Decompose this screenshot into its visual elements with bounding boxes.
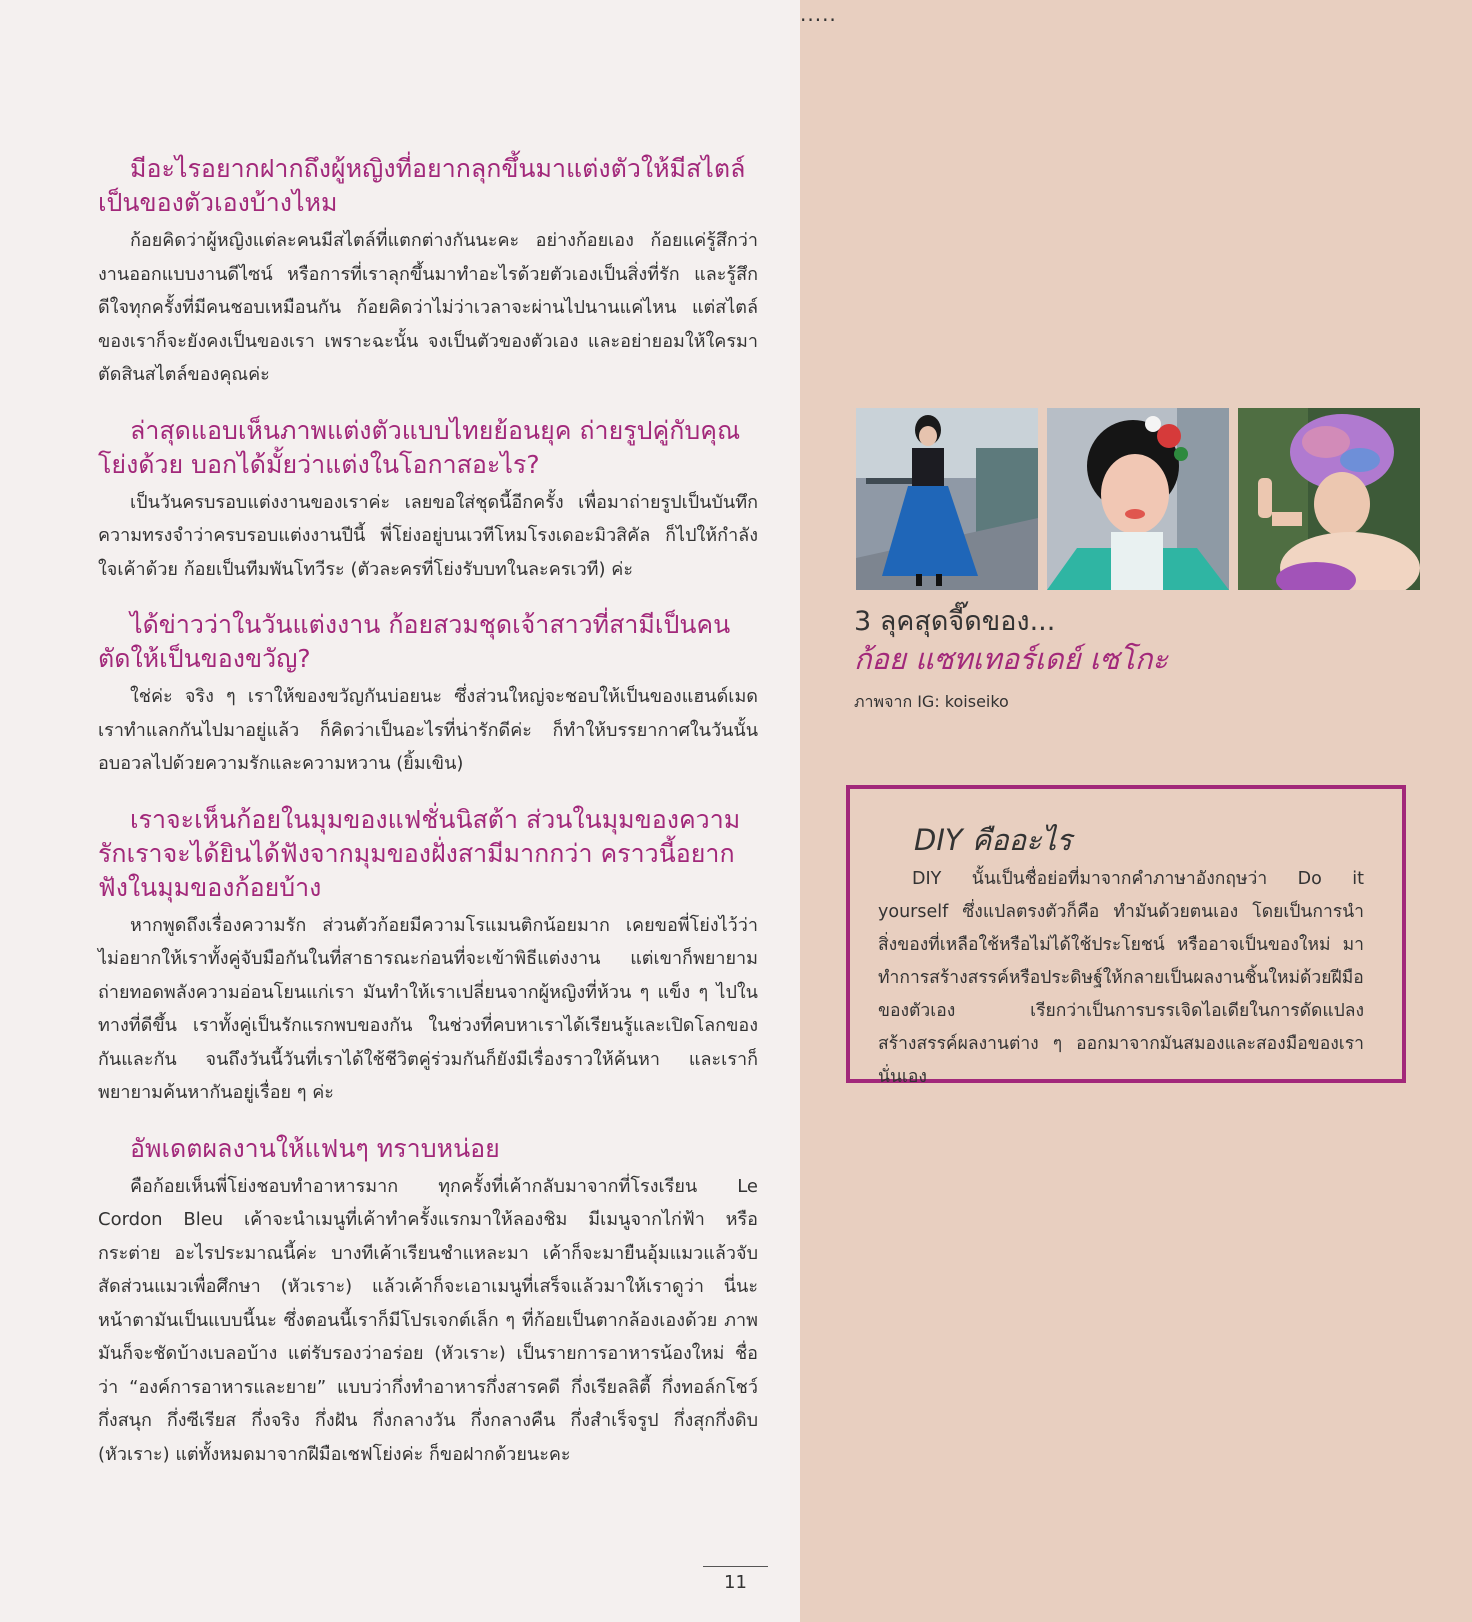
ellipsis-ornament: .....	[800, 2, 837, 26]
interview-question: เราจะเห็นก้อยในมุมของแฟชั่นนิสต้า ส่วนในมุมของความรักเราจะได้ยินได้ฟังจากมุมของฝั่งสามีมากกว่า คราวนี้อยากฟังในมุมของก้อยบ้าง	[98, 804, 741, 902]
page-number: 11	[724, 1572, 747, 1593]
footer-divider	[703, 1566, 768, 1567]
interview-answer: หากพูดถึงเรื่องความรัก ส่วนตัวก้อยมีความโรแมนติกน้อยมาก เคยขอพี่โย่งไว้ว่าไม่อยากให้เราทั้งคู่จับมือกันในที่สาธารณะก่อนที่จะเข้าพิธีแต่งงาน แต่เขาก็พยายามถ่ายทอดพลังความอ่อนโยนแก่เรา มันทำให้เราเปลี่ยนจากผู้หญิงที่ห้วน ๆ แข็ง ๆ ไปในทางที่ดีขึ้น เราทั้งคู่เป็นรักแรกพบของกัน ในช่วงที่คบหาเราได้เรียนรู้และเปิดโลกของกันและกัน จนถึงวันนี้วันที่เราได้ใช้ชีวิตคู่ร่วมกันก็ยังมีเรื่องราวให้ค้นหา และเราก็พยายามค้นหากันอยู่เรื่อย ๆ ค่ะ	[98, 914, 758, 1103]
photo-credit: ภาพจาก IG: koiseiko	[854, 692, 1009, 711]
diy-info-box	[846, 785, 1406, 1087]
photo-blue-skirt-image	[856, 408, 1038, 590]
photo-blue-skirt	[856, 408, 1038, 590]
interview-answer: ก้อยคิดว่าผู้หญิงแต่ละคนมีสไตล์ที่แตกต่างกันนะคะ อย่างก้อยเอง ก้อยแค่รู้สึกว่างานออกแบบงานดีไซน์ หรือการที่เราลุกขึ้นมาทำอะไรด้วยตัวเองเป็นสิ่งที่รัก และรู้สึกดีใจทุกครั้งที่มีคนชอบเหมือนกัน ก้อยคิดว่าไม่ว่าเวลาจะผ่านไปนานแค่ไหน แต่สไตล์ของเราก็จะยังคงเป็นของเรา เพราะฉะนั้น จงเป็นตัวของตัวเอง และอย่ายอมให้ใครมาตัดสินสไตล์ของคุณค่ะ	[98, 230, 758, 385]
diy-title: DIY คืออะไร	[914, 823, 1072, 857]
interview-section	[98, 1132, 758, 1472]
interview-answer: ใช่ค่ะ จริง ๆ เราให้ของขวัญกันบ่อยนะ ซึ่งส่วนใหญ่จะชอบให้เป็นของแฮนด์เมด เราทำแลกกันไปมาอยู่แล้ว ก็คิดว่าเป็นอะไรที่น่ารักดีค่ะ ก็ทำให้บรรยากาศในวันนั้นอบอวลไปด้วยความรักและความหวาน (ยิ้มเขิน)	[98, 686, 758, 774]
photo-floral-headpiece-image	[1047, 408, 1229, 590]
photo-turban	[1238, 408, 1420, 590]
interview-question: ล่าสุดแอบเห็นภาพแต่งตัวแบบไทยย้อนยุค ถ่ายรูปคู่กับคุณโย่งด้วย บอกได้มั้ยว่าแต่งในโอกาสอะไร?	[98, 415, 741, 479]
photo-strip	[856, 408, 1422, 590]
interview-answer: คือก้อยเห็นพี่โย่งชอบทำอาหารมาก ทุกครั้งที่เค้ากลับมาจากที่โรงเรียน Le Cordon Bleu เค้าจะนำเมนูที่เค้าทำครั้งแรกมาให้ลองชิม มีเมนูจากไก่ฟ้า หรือกระต่าย อะไรประมาณนี้ค่ะ บางทีเค้าเรียนชำแหละมา เค้าก็จะมายืนอุ้มแมวแล้วจับสัดส่วนแมวเพื่อศึกษา (หัวเราะ) แล้วเค้าก็จะเอาเมนูที่เสร็จแล้วมาให้เราดูว่า นี่นะหน้าตามันเป็นแบบนี้นะ ซึ่งตอนนี้เราก็มีโปรเจกต์เล็ก ๆ ที่ก้อยเป็นตากล้องเองด้วย ภาพมันก็จะชัดบ้างเบลอบ้าง แต่รับรองว่าอร่อย (หัวเราะ) เป็นรายการอาหารน้องใหม่ ชื่อว่า “องค์การอาหารและยาย” แบบว่ากึ่งทำอาหารกึ่งสารคดี กึ่งเรียลลิตี้ กึ่งทอล์กโชว์ กึ่งสนุก กึ่งซีเรียส กึ่งจริง กึ่งฝัน กึ่งกลางวัน กึ่งกลางคืน กึ่งสำเร็จรูป กึ่งสุกกึ่งดิบ (หัวเราะ) แต่ทั้งหมดมาจากฝีมือเชฟโย่งค่ะ ก็ขอฝากด้วยนะคะ	[98, 1175, 758, 1465]
interview-section	[98, 803, 758, 1110]
interview-section	[98, 608, 758, 781]
interview-section	[98, 414, 758, 587]
interview-section	[98, 152, 758, 392]
photo-caption	[854, 604, 1414, 712]
caption-intro: 3 ลุคสุดจี๊ดของ...	[854, 606, 1056, 637]
interview-answer: เป็นวันครบรอบแต่งงานของเราค่ะ เลยขอใส่ชุดนี้อีกครั้ง เพื่อมาถ่ายรูปเป็นบันทึกความทรงจำว่าครบรอบแต่งงานปีนี้ พี่โย่งอยู่บนเวทีโหมโรงเดอะมิวสิคัล ก็ไปให้กำลังใจเค้าด้วย ก้อยเป็นทีมพันโทวีระ (ตัวละครที่โย่งรับบทในละครเวที) ค่ะ	[98, 491, 758, 580]
interview-question: ได้ข่าวว่าในวันแต่งงาน ก้อยสวมชุดเจ้าสาวที่สามีเป็นคนตัดให้เป็นของขวัญ?	[98, 610, 731, 673]
interview-question: มีอะไรอยากฝากถึงผู้หญิงที่อยากลุกขึ้นมาแต่งตัวให้มีสไตล์เป็นของตัวเองบ้างไหม	[98, 154, 746, 217]
photo-floral-headpiece	[1047, 408, 1229, 590]
interview-question: อัพเดตผลงานให้แฟนๆ ทราบหน่อย	[130, 1133, 500, 1163]
sidebar-column	[800, 0, 1472, 1622]
interview-article	[98, 152, 758, 1493]
caption-name: ก้อย แซทเทอร์เดย์ เซโกะ	[854, 642, 1168, 676]
diy-text: DIY นั้นเป็นชื่อย่อที่มาจากคำภาษาอังกฤษว่า Do it yourself ซึ่งแปลตรงตัวก็คือ ทำมันด้วยตนเอง โดยเป็นการนำสิ่งของที่เหลือใช้หรือไม่ได้ใช้ประโยชน์ หรืออาจเป็นของใหม่ มาทำการสร้างสรรค์หรือประดิษฐ์ให้กลายเป็นผลงานชิ้นใหม่ด้วยฝีมือของตัวเอง เรียกว่าเป็นการบรรเจิดไอเดียในการดัดแปลงสร้างสรรค์ผลงานต่าง ๆ ออกมาจากมันสมองและสองมือของเรานั่นเอง	[878, 869, 1364, 1087]
photo-turban-image	[1238, 408, 1420, 590]
